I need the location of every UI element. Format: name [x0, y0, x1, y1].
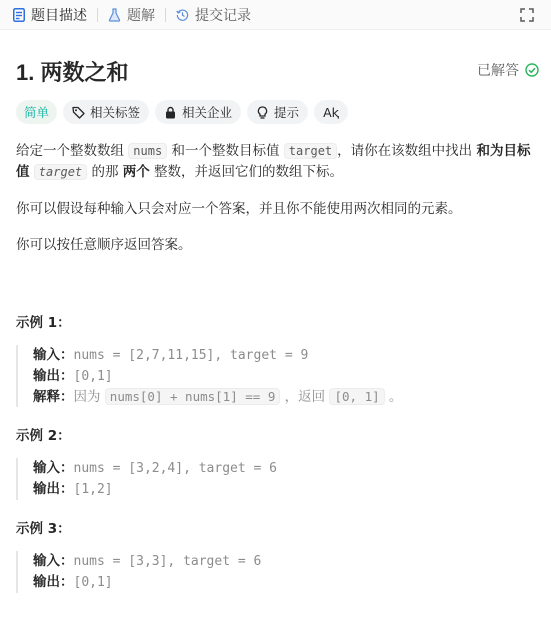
input-label: 输入： [33, 347, 74, 363]
problem-title: 1. 两数之和 [16, 60, 129, 85]
related-tags-button[interactable] [63, 100, 149, 124]
related-companies-label: 相关企业 [182, 105, 233, 120]
description-paragraph-2: 你可以假设每种输入只会对应一个答案，并且你不能使用两次相同的元素。 [16, 201, 462, 217]
input-label: 输入： [33, 460, 74, 476]
input-label: 输入： [33, 553, 74, 569]
explain-text: 因为 [73, 389, 105, 405]
tag-row [16, 100, 354, 124]
example-input-line [33, 458, 277, 479]
output-label: 输出： [33, 574, 74, 590]
example-block [16, 551, 261, 593]
description-paragraph-3: 你可以按任意顺序返回答案。 [16, 237, 192, 253]
input-value: nums = [3,2,4], target = 6 [73, 461, 277, 476]
hint-label: 提示 [274, 105, 300, 120]
solved-status [477, 60, 539, 80]
hint-button[interactable] [247, 100, 308, 124]
example-output-line [33, 572, 261, 593]
check-circle-icon [525, 63, 539, 77]
tab-description-label: 题目描述 [31, 7, 87, 24]
example-block [16, 345, 402, 407]
example-title: 示例 3： [16, 521, 71, 537]
tab-solutions[interactable] [108, 0, 155, 30]
example-input-line [33, 345, 402, 366]
document-icon [12, 8, 25, 22]
explain-code: nums[0] + nums[1] == 9 [105, 388, 281, 405]
output-label: 输出： [33, 481, 74, 497]
tab-solutions-label: 题解 [127, 7, 155, 24]
explain-text: ，返回 [280, 389, 330, 405]
desc-text: 的那 [87, 164, 123, 180]
output-value: [1,2] [73, 482, 113, 497]
desc-text: 和一个整数目标值 [167, 143, 284, 159]
description-paragraph-1 [16, 141, 538, 183]
related-tags-label: 相关标签 [90, 105, 141, 120]
output-value: [0,1] [73, 369, 113, 384]
example-output-line [33, 366, 402, 387]
desc-bold: 两个 [122, 164, 150, 180]
desc-text: 给定一个整数数组 [16, 143, 129, 159]
desc-text: 整数，并返回它们的数组下标。 [149, 164, 344, 180]
tab-submissions-label: 提交记录 [195, 7, 251, 24]
translate-button[interactable] [314, 100, 348, 124]
desc-text: ，请你在该数组中找出 [337, 143, 477, 159]
explain-text: 。 [384, 389, 403, 405]
example-title: 示例 1： [16, 315, 71, 331]
code-target-italic: target [34, 164, 87, 180]
difficulty-badge: 简单 [16, 100, 57, 124]
example-output-line [33, 479, 277, 500]
related-companies-button[interactable] [155, 100, 241, 124]
flask-icon [108, 8, 121, 22]
code-nums: nums [128, 143, 167, 159]
tag-icon [72, 106, 85, 119]
example-explain-line [33, 387, 402, 407]
tab-divider [165, 8, 166, 22]
expand-icon[interactable] [519, 7, 535, 23]
input-value: nums = [3,3], target = 6 [73, 554, 262, 569]
example-input-line [33, 551, 261, 572]
tab-bar [0, 0, 551, 30]
explain-label: 解释： [33, 389, 74, 405]
explain-code: [0, 1] [329, 388, 384, 405]
input-value: nums = [2,7,11,15], target = 9 [73, 348, 309, 363]
example-block [16, 458, 277, 500]
code-target: target [284, 143, 337, 159]
example-title: 示例 2： [16, 428, 71, 444]
translate-icon: Aⱪ [323, 104, 339, 120]
solved-label: 已解答 [477, 63, 519, 79]
output-value: [0,1] [73, 575, 113, 590]
tab-divider [97, 8, 98, 22]
lightbulb-icon [256, 106, 269, 119]
lock-icon [164, 106, 177, 119]
history-icon [176, 8, 189, 22]
tab-description[interactable] [12, 0, 87, 30]
tab-submissions[interactable] [176, 0, 251, 30]
output-label: 输出： [33, 368, 74, 384]
desc-bold: 和为目标值 [16, 143, 531, 180]
